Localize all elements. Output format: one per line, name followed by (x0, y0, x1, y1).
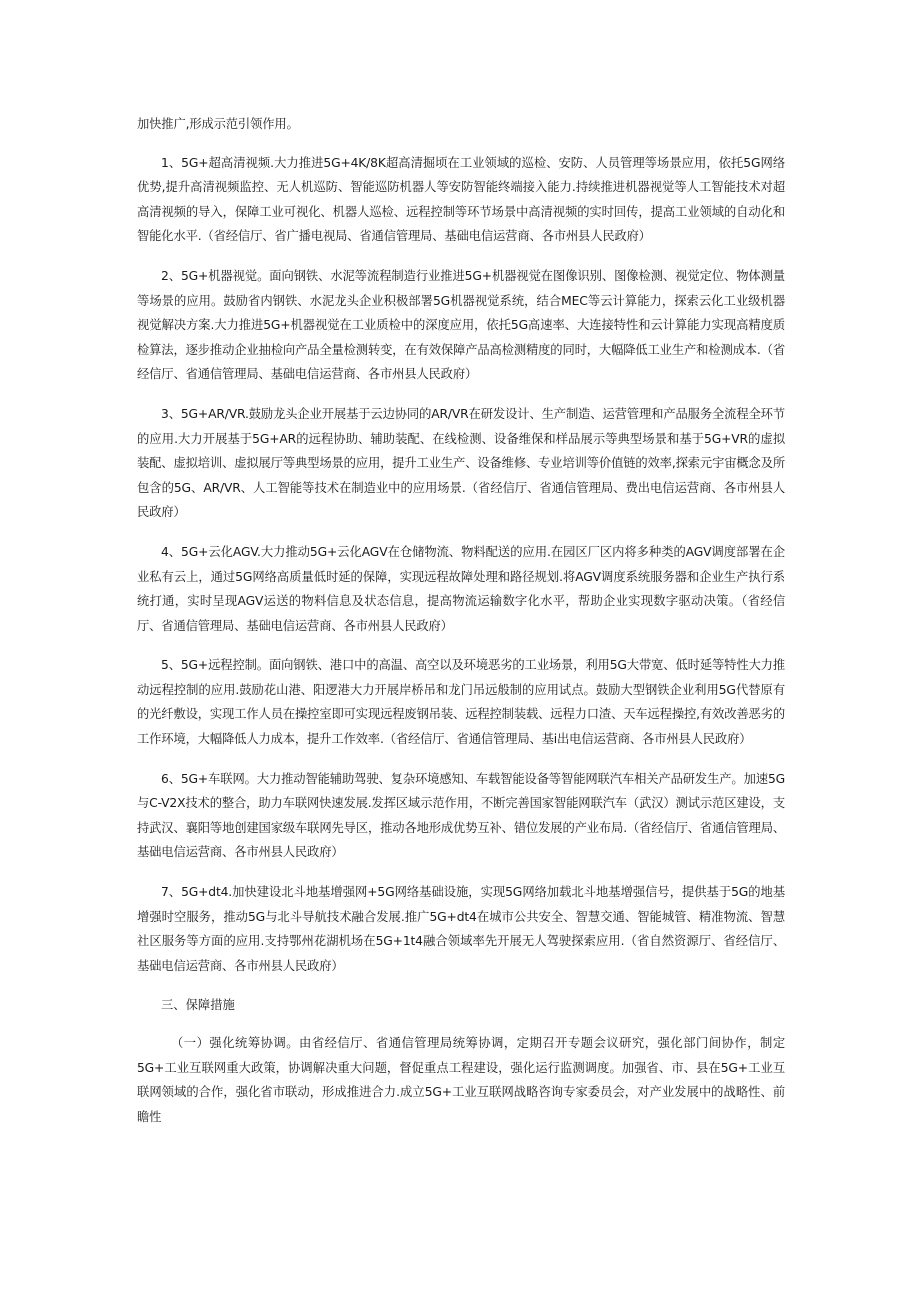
document-page (137, 112, 785, 1144)
paragraph-intro: 加快推广,形成示范引领作用。 (137, 117, 299, 131)
paragraph-strengthen-coordination: （一）强化统筹协调。由省经信厅、省通信管理局统筹协调，定期召开专题会议研究，强化部门间协作，制定5G+工业互联网重大政策，协调解决重大问题，督促重点工程建设，强化运行监测调度。加强省、市、县在5G+工业互联网领域的合作，强化省市联动，形成推进合力.成立5G+工业互联网战略咨询专家委员会，对产业发展中的战略性、前瞻性 (137, 1036, 785, 1124)
paragraph-item-2-machine-vision: 2、5G+机器视觉。面向钢铁、水泥等流程制造行业推进5G+机器视觉在图像识别、图像检测、视觉定位、物体测量等场景的应用。鼓励省内钢铁、水泥龙头企业积极部署5G机器视觉系统，结合MEC等云计算能力，探索云化工业级机器视觉解决方案.大力推进5G+机器视觉在工业质检中的深度应用，依托5G高速率、大连接特性和云计算能力实现高精度质检算法，逐步推动企业抽检向产品全量检测转变，在有效保障产品高检测精度的同时，大幅降低工业生产和检测成本.（省经信厅、省通信管理局、基础电信运营商、各市州县人民政府） (137, 268, 785, 382)
paragraph-item-5-remote-control: 5、5G+远程控制。面向钢铁、港口中的高温、高空以及环境恶劣的工业场景，利用5G大带宽、低时延等特性大力推动远程控制的应用.鼓励花山港、阳逻港大力开展岸桥吊和龙门吊远般制的应用试点。鼓励大型钢铁企业利用5G代替原有的光纤敷设，实现工作人员在操控室即可实现远程废钢吊装、远程控制装载、远程力口渣、天车远程操控,有效改善恶劣的工作环境，大幅降低人力成本，提升工作效率.（省经信厅、省通信管理局、基i出电信运营商、各市州县人民政府） (137, 658, 785, 747)
paragraph-item-1-ultra-hd-video: 1、5G+超高清视频.大力推进5G+4K/8K超高清掘顷在工业领域的巡检、安防、人员管理等场景应用，依托5G网络优势,提升高清视频监控、无人机巡防、智能巡防机器人等安防智能终端接入能力.持续推进机器视觉等人工智能技术对超高清视频的导入，保障工业可视化、机器人巡检、远程控制等环节场景中高清视频的实时回传，提高工业领域的自动化和智能化水平.（省经信厅、省广播电视局、省通信管理局、基础电信运营商、各市州县人民政府） (137, 155, 785, 244)
paragraph-item-7-beidou: 7、5G+dt4.加快建设北斗地基增强网+5G网络基础设施，实现5G网络加载北斗地基增强信号，提供基于5G的地基增强时空服务，推动5G与北斗导航技术融合发展.推广5G+dt4在城市公共安全、智慧交通、智能城管、精准物流、智慧社区服务等方面的应用.支持鄂州花湖机场在5G+1t4融合领域率先开展无人驾驶探索应用.（省自然资源厅、省经信厅、基础电信运营商、各市州县人民政府） (137, 885, 785, 973)
section-heading-safeguards: 三、保障措施 (161, 998, 235, 1013)
paragraph-item-3-ar-vr: 3、5G+AR/VR.鼓励龙头企业开展基于云边协同的AR/VR在研发设计、生产制造、运营管理和产品服务全流程全环节的应用.大力开展基于5G+AR的远程协助、辅助装配、在线检测、设备维保和样品展示等典型场景和基于5G+VR的虚拟装配、虚拟培训、虚拟展厅等典型场景的应用，提升工业生产、设备维修、专业培训等价值链的效率,探索元宇宙概念及所包含的5G、AR/VR、人工智能等技术在制造业中的应用场景.（省经信厅、省通信管理局、费出电信运营商、各市州县人民政府） (137, 406, 785, 520)
paragraph-item-4-cloud-agv: 4、5G+云化AGV.大力推动5G+云化AGV在仓储物流、物料配送的应用.在园区厂区内将多种类的AGV调度部署在企业私有云上，通过5G网络高质量低时延的保障，实现远程故障处理和路径规划.将AGV调度系统服务器和企业生产执行系统打通，实时呈现AGV运送的物料信息及状态信息，提高物流运输数字化水平，帮助企业实现数字驱动决策。（省经信厅、省通信管理局、基础电信运营商、各市州县人民政府） (137, 544, 785, 633)
paragraph-item-6-vehicle-network: 6、5G+车联网。大力推动智能辅助驾驶、复杂环境感知、车载智能设备等智能网联汽车相关产品研发生产。加速5G与C-V2X技术的整合，助力车联网快速发展.发挥区域示范作用，不断完善国家智能网联汽车（武汉）测试示范区建设，支持武汉、襄阳等地创建国家级车联网先导区，推动各地形成优势互补、错位发展的产业布局.（省经信厅、省通信管理局、基础电信运营商、各市州县人民政府） (137, 771, 785, 860)
